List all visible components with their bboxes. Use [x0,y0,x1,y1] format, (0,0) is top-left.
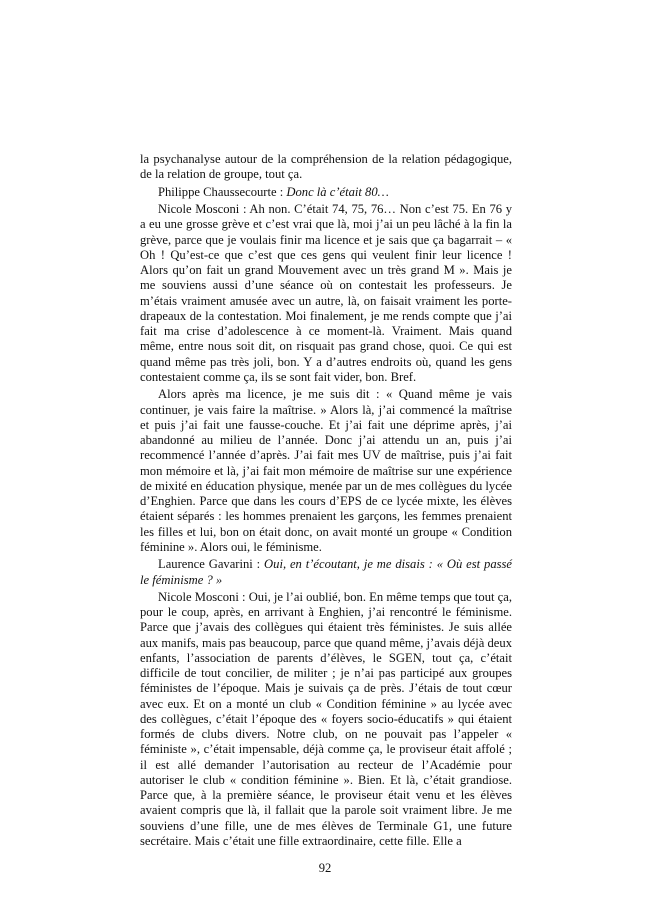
speaker-name: Nicole Mosconi : [158,202,250,217]
paragraph-mosconi-3 [140,590,512,849]
speaker-name: Laurence Gavarini : [158,557,265,572]
paragraph-text: Ah non. C’était 74, 75, 76… Non c’est 75. En 76 y a eu une grosse grève et c’est vrai que là, moi j’ai un peu lâché à la fin la grève, parce que je voulais finir ma licence et je sais que ça bagarrait – « Oh ! Qu’est-ce que c’est que ces gens qui veulent finir leur licence ! Alors qu’on fait un grand Mouvement avec un très grand M ». Mais je me souviens aussi d’une séance où on contestait les professeurs. Je m’étais vraiment amusée avec un autre, là, on faisait vraiment les porte-drapeaux de la contestation. Moi finalement, je me rends compte que j’ai fait ma crise d’adolescence à ce moment-là. Vraiment. Mais quand même, entre nous soit dit, on risquait pas grand chose, quoi. Ce qui est quand même pas très joli, bon. Y a d’autres endroits où, quand les gens contestaient comme ça, ils se sont fait vider, bon. Bref. [140,202,512,384]
paragraph-continued [140,152,512,183]
paragraph-gavarini [140,557,512,588]
page-number: 92 [318,861,332,875]
paragraph-text: la psychanalyse autour de la compréhension de la relation pédagogique, de la relation de groupe, tout ça. [140,152,512,182]
speaker-name: Philippe Chaussecourte : [158,184,287,199]
paragraph-text: Alors après ma licence, je me suis dit : « Quand même je vais continuer, je vais faire la maîtrise. » Alors là, j’ai commencé la maîtrise et puis j’ai fait une fausse-couche. Et j’ai fait une déprime après, j’ai abandonné au milieu de l’année. Donc j’ai attendu un an, puis j’ai recommencé l’année d’après. J’ai fait mes UV de maîtrise, puis j’ai fait mon mémoire et là, j’ai fait mon mémoire de maîtrise sur une expérience de mixité en éducation physique, menée par un de mes collègues du lycée d’Enghien. Parce que dans les cours d’EPS de ce lycée mixte, les élèves étaient séparés : les hommes prenaient les garçons, les femmes prenaient les filles et lui, bon on était donc, on avait monté un groupe « Condition féminine ». Alors oui, le féminisme. [140,387,512,554]
paragraph-mosconi-2 [140,387,512,555]
paragraph-text: Oui, je l’ai oublié, bon. En même temps que tout ça, pour le coup, après, en arrivant à Enghien, j’ai rencontré le féminisme. Parce que j’avais des collègues qui étaient très féministes. Je suis allée aux manifs, mais pas beaucoup, parce que quand même, j’avais déjà deux enfants, l’association de parents d’élèves, le SGEN, tout ça, c’était difficile de tout concilier, de militer ; je n’ai pas participé aux groupes féministes de l’époque. Mais je suivais ça de près. J’étais de tout cœur avec eux. Et on a monté un club « Condition féminine » au lycée avec des collègues, c’était l’époque des « foyers socio-éducatifs » qui étaient formés de clubs divers. Notre club, on ne pouvait pas l’appeler « féministe », c’était impensable, déjà comme ça, le proviseur était affolé ; il est allé demander l’autorisation au recteur de l’Académie pour autoriser le club « condition féminine ». Bien. Et là, c’était grandiose. Parce que, à la première séance, le proviseur était venu et les élèves avaient compris que là, il fallait que la parole soit vraiment libre. Je me souviens d’une fille, une de mes élèves de Terminale G1, une future secrétaire. Mais c’était une fille extraordinaire, cette fille. Elle a [140,589,512,848]
speaker-name: Nicole Mosconi : [158,589,249,604]
paragraph-chaussecourte [140,185,512,200]
page-body [140,152,512,851]
question-text: Donc là c’était 80… [286,184,389,199]
paragraph-mosconi-1 [140,202,512,385]
question-text: Oui, en t’écoutant, je me disais : « Où est passé le féminisme ? » [140,557,513,587]
